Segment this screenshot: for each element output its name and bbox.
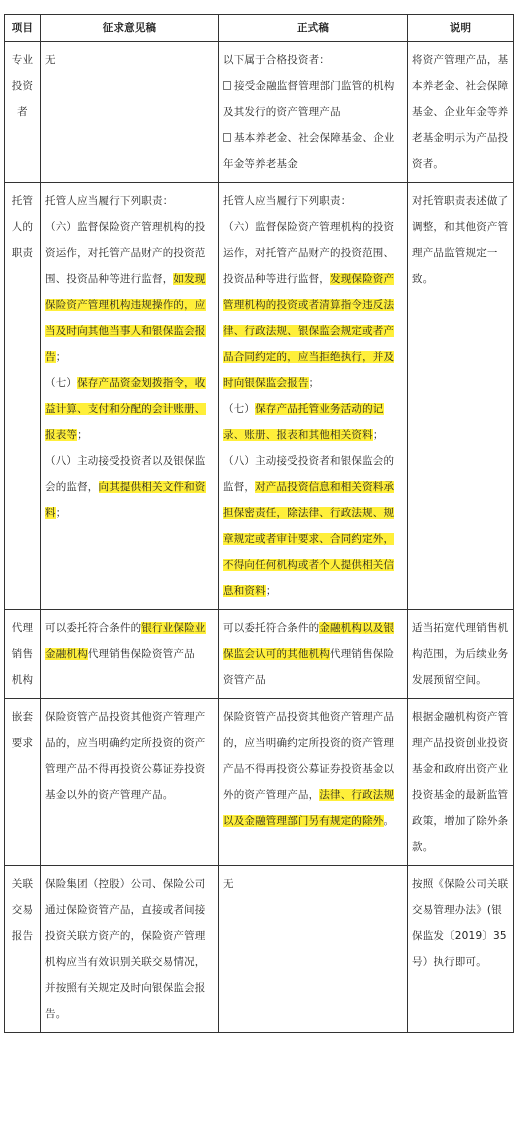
row-label: 托管人的职责 — [5, 183, 41, 610]
text-segment: ； — [55, 507, 67, 519]
table-row — [5, 699, 514, 866]
paragraph — [223, 73, 403, 125]
table-row — [5, 42, 514, 183]
text-segment: 适当拓宽代理销售机构范围，为后续业务发展预留空间。 — [412, 622, 509, 686]
paragraph — [45, 704, 214, 808]
text-segment: （六）监督保险资产管理机构的投资运作，对托管产品财产的投资范围、投资品种等进行监督， — [223, 221, 395, 285]
bullet-box-icon — [223, 133, 231, 142]
paragraph — [412, 188, 509, 292]
text-segment: ； — [308, 377, 320, 389]
paragraph — [223, 125, 403, 177]
text-segment: 对托管职责表述做了调整，和其他资产管理产品监管规定一致。 — [412, 195, 509, 285]
paragraph — [45, 214, 214, 370]
text-segment: 根据金融机构资产管理产品投资创业投资基金和政府出资产业投资基金的最新监管政策，增加了除外条款。 — [412, 711, 509, 853]
text-segment: 保险集团（控股）公司、保险公司通过保险资管产品，直接或者间接投资关联方资产的，保险资产管理机构应当有效识别关联交易情况，并按照有关规定及时向银保监会报告。 — [45, 878, 206, 1020]
draft-cell — [41, 610, 219, 699]
paragraph — [223, 448, 403, 604]
row-label: 嵌套要求 — [5, 699, 41, 866]
text-segment: ； — [55, 351, 67, 363]
table-row — [5, 183, 514, 610]
highlighted-text: 银行业保险业金融机构 — [45, 622, 206, 660]
text-segment: 托管人应当履行下列职责： — [223, 195, 352, 207]
final-cell — [219, 42, 408, 183]
header-note: 说明 — [408, 15, 514, 42]
paragraph — [45, 448, 214, 526]
text-segment: 无 — [223, 878, 234, 890]
paragraph — [223, 47, 403, 73]
note-cell — [408, 42, 514, 183]
highlighted-text: 向其提供相关文件和资料 — [45, 481, 206, 519]
text-segment: （六）监督保险资产管理机构的投资运作，对托管产品财产的投资范围、投资品种等进行监督， — [45, 221, 206, 285]
text-segment: 保险资管产品投资其他资产管理产品的，应当明确约定所投资的资产管理产品不得再投资公募证券投资基金以外的资产管理产品， — [223, 711, 395, 801]
note-cell — [408, 699, 514, 866]
text-segment: ； — [77, 429, 88, 441]
paragraph — [45, 47, 214, 73]
text-segment: ； — [372, 429, 384, 441]
text-segment: 托管人应当履行下列职责： — [45, 195, 174, 207]
highlighted-text: 法律、行政法规以及金融管理部门另有规定的除外 — [223, 789, 395, 827]
paragraph — [223, 704, 403, 834]
text-segment: 以下属于合格投资者： — [223, 54, 330, 66]
row-label: 代理销售机构 — [5, 610, 41, 699]
paragraph — [45, 188, 214, 214]
table-row — [5, 866, 514, 1033]
paragraph — [223, 396, 403, 448]
text-segment: （八）主动接受投资者和银保监会的监督， — [223, 455, 395, 493]
text-segment: 可以委托符合条件的 — [45, 622, 142, 634]
header-final: 正式稿 — [219, 15, 408, 42]
draft-cell — [41, 42, 219, 183]
header-item: 项目 — [5, 15, 41, 42]
draft-cell — [41, 866, 219, 1033]
highlighted-text: 保存产品托管业务活动的记录、账册、报表和其他相关资料 — [223, 403, 384, 441]
text-segment: ； — [265, 585, 277, 597]
paragraph — [223, 871, 403, 897]
draft-cell — [41, 699, 219, 866]
text-segment: 按照《保险公司关联交易管理办法》(银保监发〔2019〕35号）执行即可。 — [412, 878, 509, 968]
final-cell — [219, 183, 408, 610]
comparison-table — [4, 14, 514, 1033]
draft-cell — [41, 183, 219, 610]
text-segment: （七） — [45, 377, 78, 389]
final-cell — [219, 699, 408, 866]
note-cell — [408, 183, 514, 610]
text-segment: 将资产管理产品，基本养老金、社会保障基金、企业年金等养老基金明示为产品投资者。 — [412, 54, 509, 170]
highlighted-text: 金融机构以及银保监会认可的其他机构 — [223, 622, 395, 660]
paragraph — [223, 615, 403, 693]
text-segment: （七） — [223, 403, 256, 415]
highlighted-text: 保存产品资金划拨指令，收益计算、支付和分配的会计账册、报表等 — [45, 377, 206, 441]
paragraph — [45, 370, 214, 448]
paragraph — [412, 704, 509, 860]
text-segment: 。 — [383, 815, 395, 827]
text-segment: 代理销售保险资管产品 — [223, 648, 395, 686]
final-cell — [219, 866, 408, 1033]
text-segment: 接受金融监督管理部门监管的机构及其发行的资产管理产品 — [223, 80, 395, 118]
header-draft: 征求意见稿 — [41, 15, 219, 42]
paragraph — [412, 615, 509, 693]
highlighted-text: 如发现保险资产管理机构违规操作的，应当及时向其他当事人和银保监会报告 — [45, 273, 206, 363]
paragraph — [412, 47, 509, 177]
row-label: 专业投资者 — [5, 42, 41, 183]
paragraph — [223, 214, 403, 396]
paragraph — [223, 188, 403, 214]
bullet-box-icon — [223, 81, 231, 90]
text-segment: 代理销售保险资管产品 — [87, 648, 195, 660]
table-row — [5, 610, 514, 699]
paragraph — [45, 871, 214, 1027]
header-row — [5, 15, 514, 42]
final-cell — [219, 610, 408, 699]
note-cell — [408, 866, 514, 1033]
text-segment: 基本养老金、社会保障基金、企业年金等养老基金 — [223, 132, 395, 170]
paragraph — [45, 615, 214, 667]
paragraph — [412, 871, 509, 975]
text-segment: 无 — [45, 54, 56, 66]
row-label: 关联交易报告 — [5, 866, 41, 1033]
note-cell — [408, 610, 514, 699]
highlighted-text: 发现保险资产管理机构的投资或者清算指令违反法律、行政法规、银保监会规定或者产品合同约定的，应当拒绝执行，并及时向银保监会报告 — [223, 273, 395, 389]
text-segment: 保险资管产品投资其他资产管理产品的，应当明确约定所投资的资产管理产品不得再投资公募证券投资基金以外的资产管理产品。 — [45, 711, 206, 801]
text-segment: （八）主动接受投资者以及银保监会的监督， — [45, 455, 206, 493]
text-segment: 可以委托符合条件的 — [223, 622, 320, 634]
highlighted-text: 对产品投资信息和相关资料承担保密责任，除法律、行政法规、规章规定或者审计要求、合同约定外，不得向任何机构或者个人提供相关信息和资料 — [223, 481, 395, 597]
